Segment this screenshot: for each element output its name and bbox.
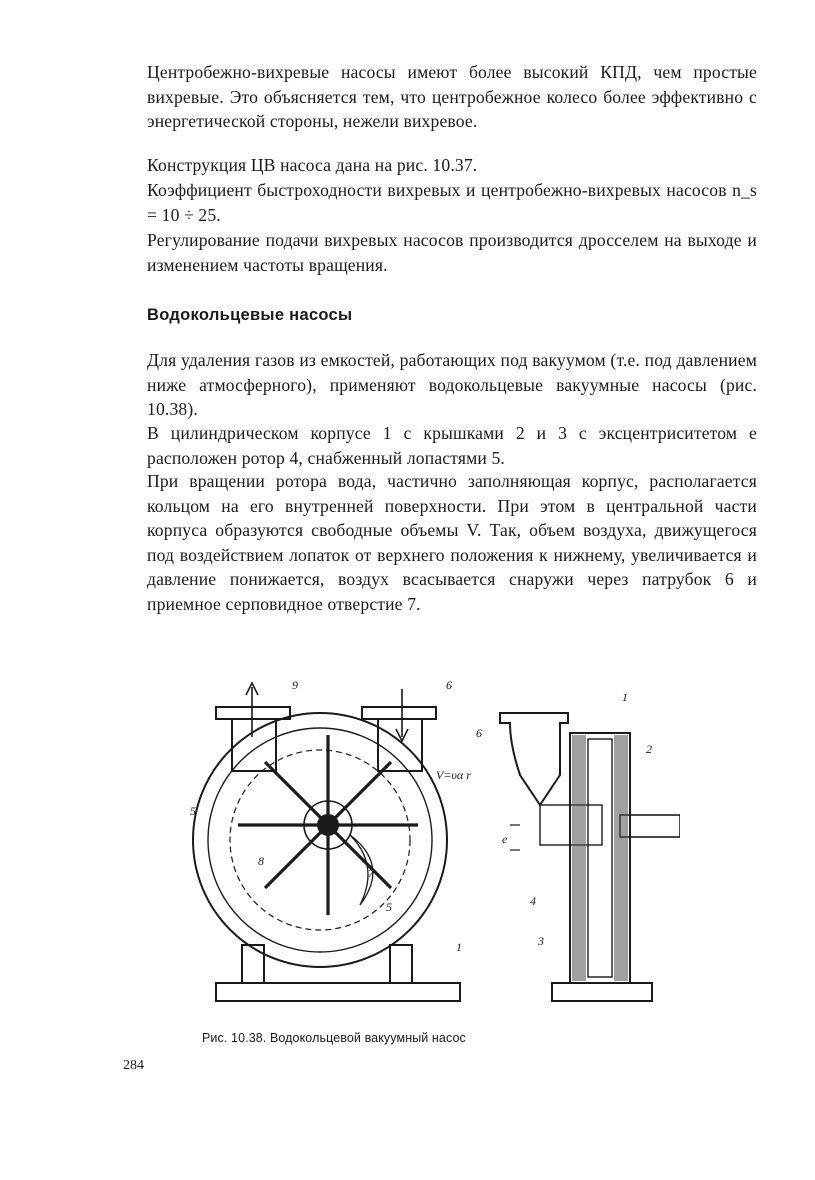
- label-e: e: [502, 832, 508, 846]
- label-9: 9: [292, 678, 298, 692]
- label-5-bottom: 5: [386, 900, 392, 914]
- housing-inner: [208, 728, 432, 952]
- label-2: 2: [646, 742, 652, 756]
- left-nozzle-flange: [216, 707, 290, 719]
- left-foot-left: [242, 945, 264, 983]
- label-6-left: 6: [446, 678, 452, 692]
- paragraph-specific-speed: Коэффициент быстроходности вихревых и центробежно-вихревых насосов n_s = 10 ÷ 25.: [147, 180, 757, 225]
- section-base: [552, 983, 652, 1001]
- left-foot-right: [390, 945, 412, 983]
- paragraph-operation: При вращении ротора вода, частично заполняющая корпус, располагается кольцом на его внутренней поверхности. При этом в центральной части корпуса образуются свободные объемы V. Так, объем воздуха, движущегося под воздействием лопаток от верхнего положения к нижнему, увеличивается и давление понижается, воздух всасывается снаружи через патрубок 6 и приемное серповидное отверстие 7.: [147, 471, 757, 614]
- label-5-left: 5: [190, 804, 196, 818]
- label-4: 4: [530, 894, 536, 908]
- paragraph-cv-construction: Конструкция ЦВ насоса дана на рис. 10.37.: [147, 155, 478, 175]
- label-3: 3: [538, 934, 544, 948]
- paragraph-housing-rotor: В цилиндрическом корпусе 1 с крышками 2 и 3 с эксцентриситетом e расположен ротор 4, снабженный лопастями 5.: [147, 423, 757, 468]
- right-nozzle-flange: [362, 707, 436, 719]
- page-number: 284: [123, 1058, 144, 1073]
- left-base: [216, 983, 460, 1001]
- water-ring: [230, 750, 410, 930]
- pump-drawing: [180, 665, 680, 1015]
- inlet-pipe: [500, 713, 568, 805]
- section-heading: Водокольцевые насосы: [147, 306, 353, 324]
- label-v: V=υα r: [436, 768, 471, 782]
- label-8: 8: [258, 854, 264, 868]
- label-7: 7: [368, 866, 374, 880]
- label-1-right: 1: [622, 690, 628, 704]
- paragraph-centrifugal-vortex: Центробежно-вихревые насосы имеют более высокий КПД, чем простые вихревые. Это объясняется тем, что центробежное колесо более эффективно с энергетической стороны, нежели вихревое.: [147, 62, 757, 132]
- label-6-right: 6: [476, 726, 482, 740]
- paragraph-flow-regulation: Регулирование подачи вихревых насосов производится дросселем на выходе и изменением частоты вращения.: [147, 230, 757, 275]
- right-nozzle-body: [378, 719, 422, 771]
- pump-figure: [180, 665, 680, 1015]
- section-rotor: [588, 739, 612, 977]
- label-1-left: 1: [456, 940, 462, 954]
- paragraph-gas-removal: Для удаления газов из емкостей, работающих под вакуумом (т.е. под давлением ниже атмосферного), применяют водокольцевые вакуумные насосы (рис. 10.38).: [147, 350, 757, 420]
- rotor-blades: [238, 735, 418, 915]
- figure-caption: Рис. 10.38. Водокольцевой вакуумный насос: [202, 1031, 466, 1045]
